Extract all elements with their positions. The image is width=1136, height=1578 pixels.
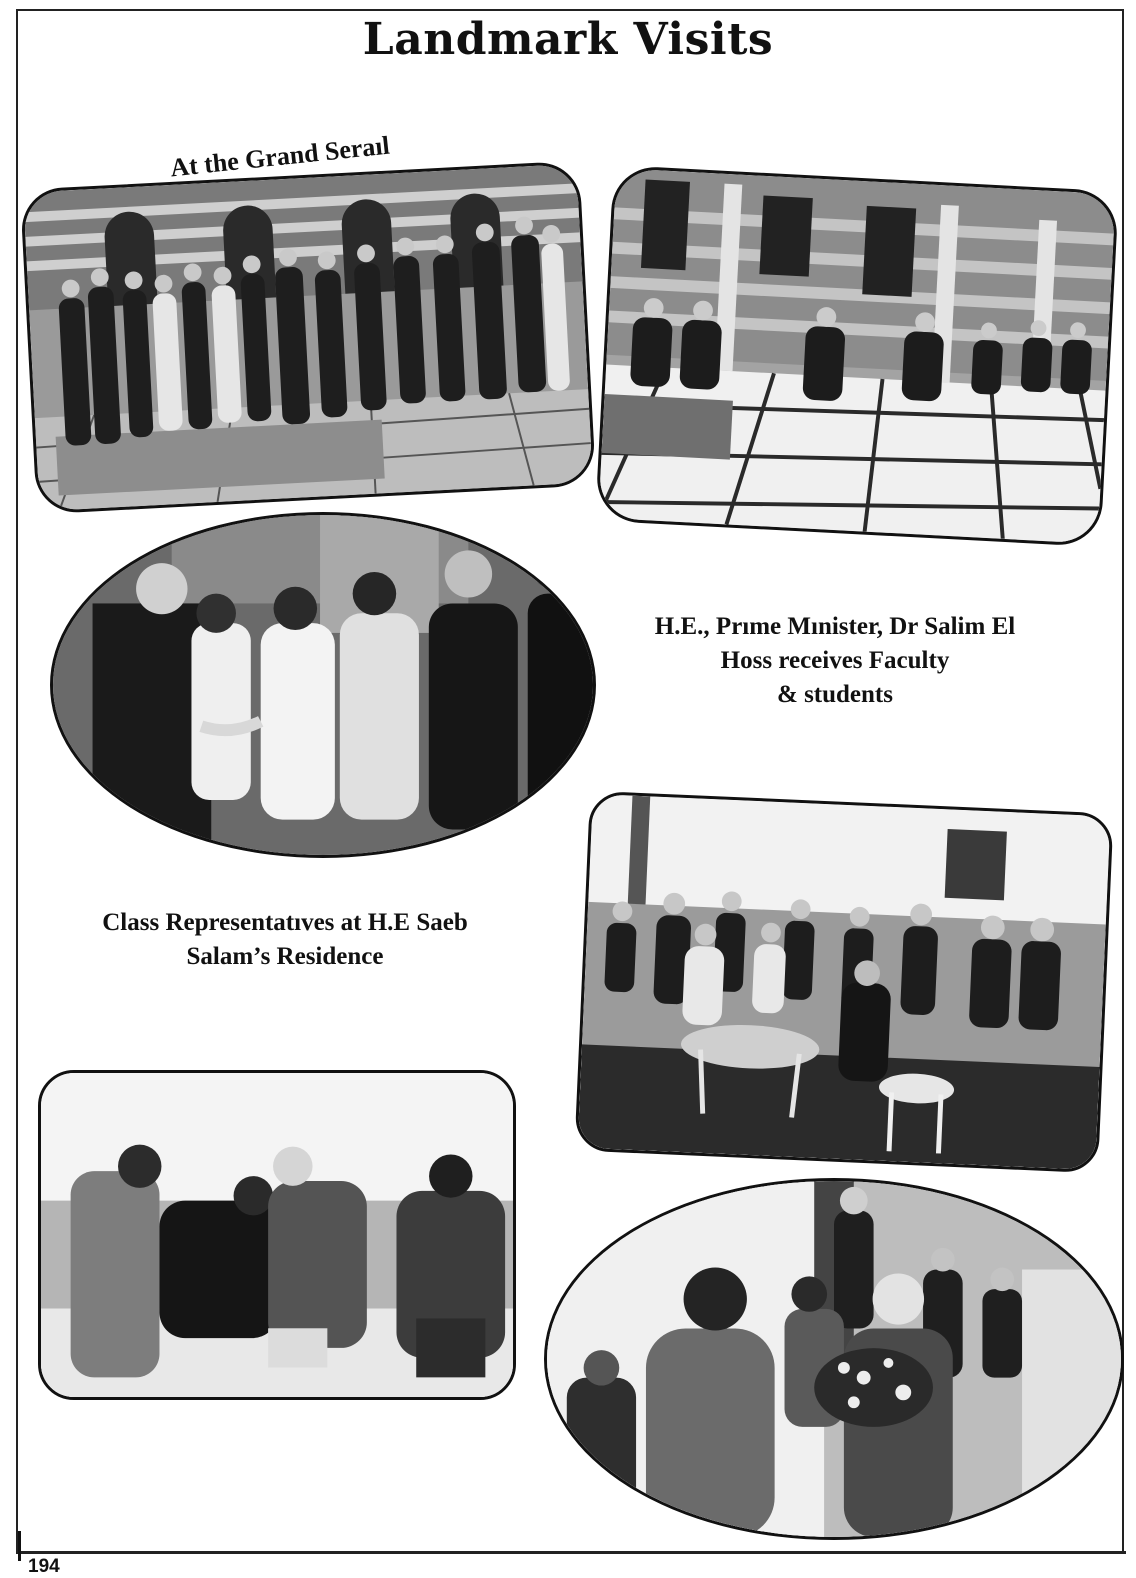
caption-prime-minister xyxy=(605,610,1065,712)
caption-class-representatives xyxy=(55,906,515,974)
page-number: 194 xyxy=(28,1556,60,1577)
photo-prime-minister-greeting xyxy=(50,512,596,858)
bottom-rule xyxy=(16,1551,1126,1554)
photo-flower-presentation xyxy=(544,1178,1124,1540)
caption-line: Salam’s Residence xyxy=(186,943,384,970)
photo-conversation-sofa xyxy=(38,1070,516,1400)
caption-grand-serail: At the Grand Seraıl xyxy=(168,130,391,183)
caption-line: Hoss receives Faculty xyxy=(720,647,950,674)
page-number-rule xyxy=(18,1531,21,1561)
caption-line: H.E., Prıme Mınister, Dr Salim El xyxy=(654,613,1016,640)
caption-line: Class Representatıves at H.E Saeb xyxy=(102,909,468,936)
caption-line: & students xyxy=(777,681,893,708)
photo-group-grand-serail xyxy=(20,161,596,515)
page-title: Landmark Visits xyxy=(362,14,774,65)
photo-reception-hall xyxy=(595,165,1119,547)
photo-residence-gathering xyxy=(574,791,1113,1174)
